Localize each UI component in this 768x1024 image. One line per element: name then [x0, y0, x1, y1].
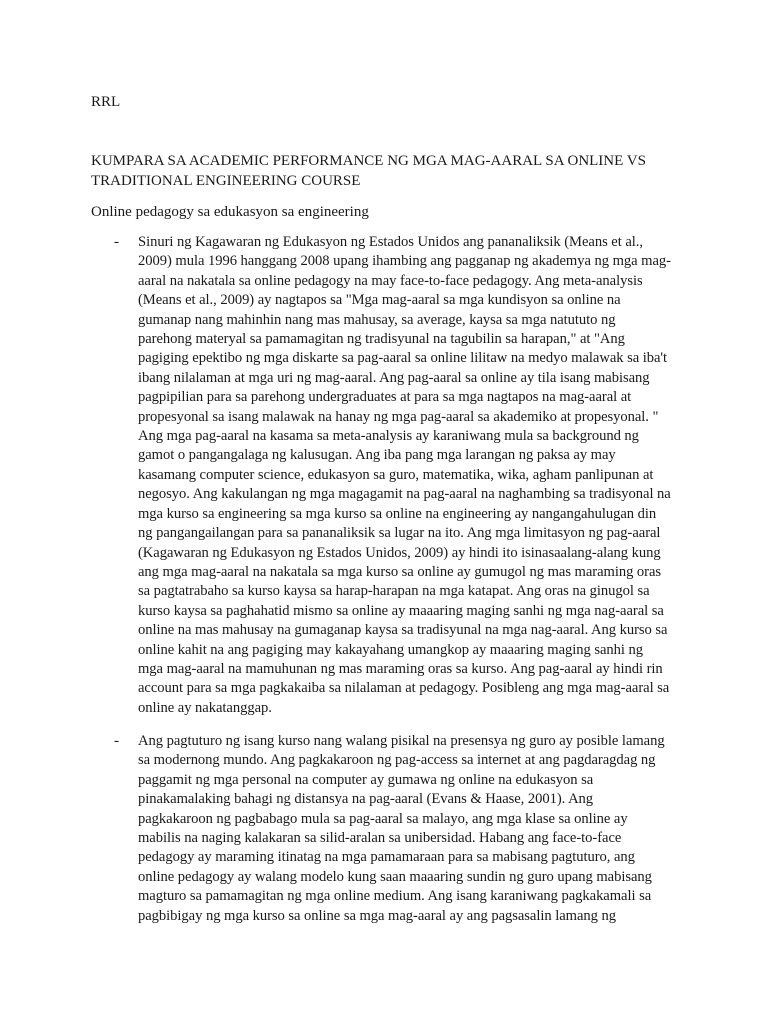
- bullet-marker: -: [114, 733, 119, 749]
- paragraph-text: Ang pagtuturo ng isang kurso nang walang pisikal na presensya ng guro ay posible lamang sa modernong mundo. Ang pagkakaroon ng pag-access sa internet at ang pagdaragdag ng paggamit ng mga personal na computer ay gumawa ng online na edukasyon sa pinakamalaking bahagi ng distansya na pag-aaral (Evans & Haase, 2001). Ang pagkakaroon ng pagbabago mula sa pag-aaral sa malayo, ang mga klase sa online ay mabilis na naging kalakaran sa silid-aralan sa unibersidad. Habang ang face-to-face pedagogy ay maraming itinatag na mga pamamaraan para sa mabisang pagtuturo, ang online pedagogy ay walang modelo kung saan maaaring sundin ng guro upang mabisang magturo sa pamamagitan ng mga online medium. Ang isang karaniwang pagkakamali sa pagbibigay ng mga kurso sa online sa mga mag-aaral ay ang pagsasalin lamang ng: [138, 733, 665, 924]
- document-title: KUMPARA SA ACADEMIC PERFORMANCE NG MGA MAG-AARAL SA ONLINE VS TRADITIONAL ENGINEERING COURSE: [91, 153, 646, 189]
- section-heading: Online pedagogy sa edukasyon sa engineering: [91, 204, 369, 220]
- document-label: RRL: [91, 94, 121, 110]
- list-item: [91, 732, 691, 926]
- bullet-marker: -: [114, 234, 119, 250]
- list-item: [91, 233, 691, 718]
- paragraph-text: Sinuri ng Kagawaran ng Edukasyon ng Estados Unidos ang pananaliksik (Means et al., 2009) mula 1996 hanggang 2008 upang ihambing ang pagganap ng akademya ng mga mag-aaral na nakatala sa online pedagogy na may face-to-face pedagogy. Ang meta-analysis (Means et al., 2009) ay nagtapos sa "Mga mag-aaral sa mga kundisyon sa online na gumanap nang mahinhin nang mas mahusay, sa average, kaysa sa mga natututo ng parehong materyal sa pamamagitan ng tradisyunal na tagubilin sa harapan," at "Ang pagiging epektibo ng mga diskarte sa pag-aaral sa online lilitaw na medyo malawak sa iba't ibang nilalaman at mga uri ng mag-aaral. Ang pag-aaral sa online ay tila isang mabisang pagpipilian para sa parehong undergraduates at para sa mga nagtapos na mag-aaral at propesyonal sa isang malawak na hanay ng mga pag-aaral sa akademiko at propesyonal. " Ang mga pag-aaral na kasama sa meta-analysis ay karaniwang mula sa background ng gamot o pangangalaga ng kalusugan. Ang iba pang mga larangan ng paksa ay may kasamang computer science, edukasyon sa guro, matematika, wika, agham panlipunan at negosyo. Ang kakulangan ng mga magagamit na pag-aaral na naghambing sa tradisyonal na mga kurso sa engineering sa mga kurso sa online na engineering ay nangangahulugan din ng pangangailangan para sa pananaliksik sa lugar na ito. Ang mga limitasyon ng pag-aaral (Kagawaran ng Edukasyon ng Estados Unidos, 2009) ay hindi ito isinasaalang-alang kung ang mga mag-aaral na nakatala sa mga kurso sa online ay gumugol ng mas maraming oras sa pagtatrabaho sa kurso kaysa sa harap-harapan na mga katapat. Ang oras na ginugol sa kurso kaysa sa paghahatid mismo sa online ay maaaring maging sanhi ng mga nag-aaral sa online na mas mahusay na gumaganap kaysa sa tradisyunal na mga nag-aaral. Ang kurso sa online kahit na ang pagiging may kakayahang umangkop ay maaaring maging sanhi ng mga mag-aaral na mamuhunan ng mas maraming oras sa kurso. Ang pag-aaral ay hindi rin account para sa mga pagkakaiba sa nilalaman at pedagogy. Posibleng ang mga mag-aaral sa online ay nakatanggap.: [138, 234, 671, 716]
